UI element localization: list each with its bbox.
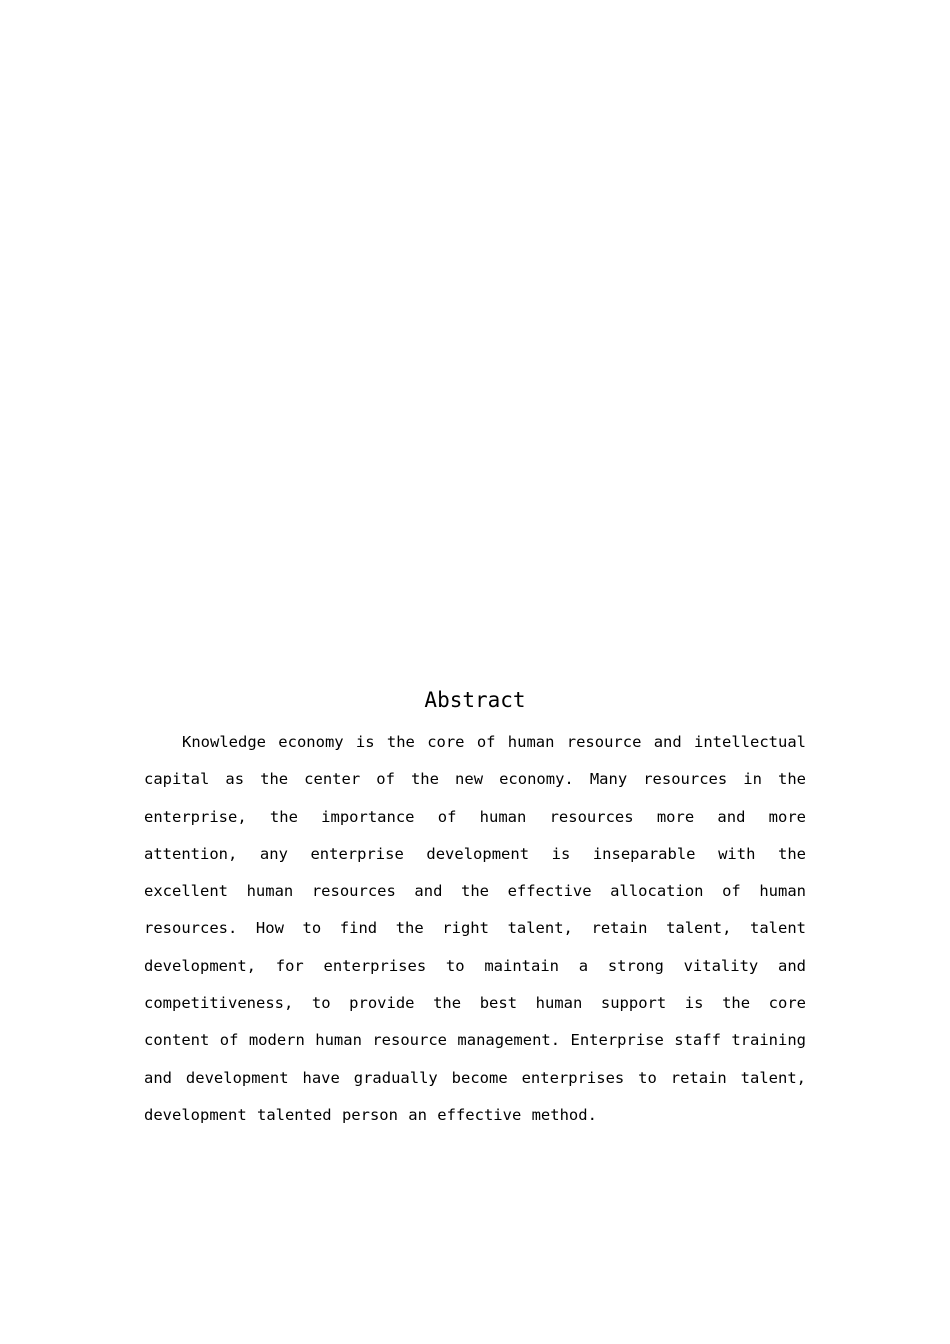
abstract-paragraph: Knowledge economy is the core of human resource and intellectual capital as the center of the new economy. Many resources in the enterprise, the importance of human resources more and more attention, any enterprise development is inseparable with the excellent human resources and the effective allocation of human resources. How to find the right talent, retain talent, talent development, for enterprises to maintain a strong vitality and competitiveness, to provide the best human support is the core content of modern human resource management. Enterprise staff training and development have gradually become enterprises to retain talent, development talented person an effective method.	[144, 733, 806, 1124]
abstract-heading: Abstract	[424, 688, 526, 712]
